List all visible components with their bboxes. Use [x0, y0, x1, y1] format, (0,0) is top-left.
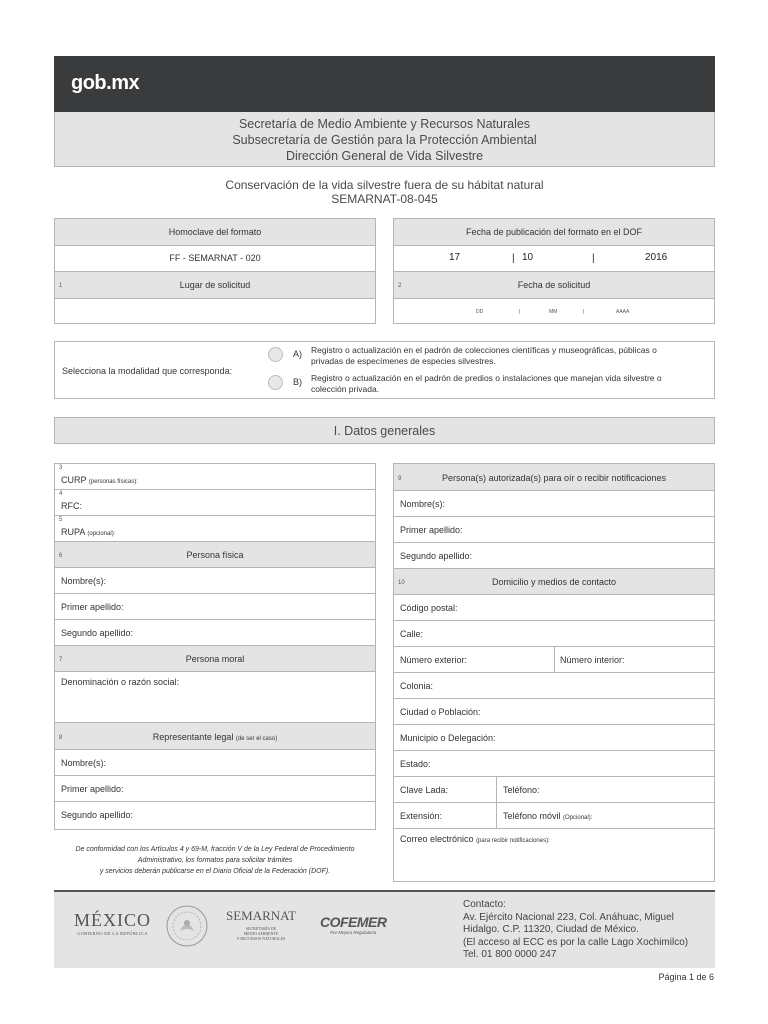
domicilio-label: Domicilio y medios de contacto	[491, 577, 617, 587]
curp-label: CURP	[61, 475, 87, 485]
extension-row	[394, 803, 714, 829]
telefono-movil-note: (Opcional):	[563, 815, 593, 821]
ciudad-label: Ciudad o Población:	[400, 707, 481, 717]
legal-note	[54, 844, 376, 877]
option-b-text-2: colección privada.	[311, 384, 380, 394]
legal-note-line-2: Administrativo, los formatos para solicitar trámites	[137, 857, 293, 864]
pa-nombre-field[interactable]	[394, 491, 714, 517]
correo-note: (para recibir notificaciones):	[476, 838, 550, 844]
field-number: 1	[59, 283, 63, 289]
numero-interior-label: Número interior:	[560, 655, 625, 665]
option-b-text-1: Registro o actualización en el padrón de predios o instalaciones que manejan vida silvestre o	[311, 373, 662, 383]
pub-day: 17	[449, 252, 461, 263]
date-separator: |	[512, 253, 515, 264]
fecha-publicacion-label: Fecha de publicación del formato en el DOF	[394, 219, 714, 246]
mexico-wordmark: MÉXICO	[74, 910, 151, 930]
persona-autorizada-header	[394, 464, 714, 491]
field-number: 2	[398, 283, 402, 289]
municipio-field[interactable]	[394, 725, 714, 751]
rupa-field[interactable]	[55, 516, 375, 542]
rfc-label: RFC:	[61, 501, 82, 511]
date-separator: |	[592, 253, 595, 264]
pa-segundo-apellido-label: Segundo apellido:	[400, 551, 473, 561]
organization-block	[54, 112, 715, 167]
national-seal-icon	[166, 905, 208, 947]
contact-block	[463, 899, 688, 962]
day-placeholder: DD	[476, 309, 484, 315]
field-number: 10	[398, 580, 405, 586]
modalidad-prompt: Selecciona la modalidad que corresponda:	[62, 366, 233, 376]
rl-segundo-apellido-field[interactable]	[55, 802, 375, 827]
rl-segundo-apellido-label: Segundo apellido:	[61, 810, 134, 820]
option-b-text	[311, 373, 662, 395]
option-a-letter: A)	[293, 349, 302, 359]
date-separator: |	[583, 309, 585, 315]
homoclave-box	[54, 218, 376, 324]
rl-nombre-field[interactable]	[55, 750, 375, 776]
calle-label: Calle:	[400, 629, 424, 639]
right-data-box	[393, 463, 715, 882]
legal-note-line-1: De conformidad con los Artículos 4 y 69-M, fracción V de la Ley Federal de Procedimiento	[75, 846, 355, 853]
ciudad-field[interactable]	[394, 699, 714, 725]
rl-nombre-label: Nombre(s):	[61, 758, 107, 768]
radio-option-b[interactable]	[268, 375, 283, 390]
fecha-publicacion-value	[394, 246, 714, 272]
month-placeholder: MM	[549, 309, 558, 315]
contact-address-2: Hidalgo. C.P. 11320, Ciudad de México.	[463, 924, 639, 935]
persona-fisica-header	[55, 542, 375, 568]
clave-lada-label: Clave Lada:	[400, 785, 449, 795]
pf-nombre-label: Nombre(s):	[61, 576, 107, 586]
mexico-subtitle: GOBIERNO DE LA REPÚBLICA	[77, 931, 148, 936]
radio-option-a[interactable]	[268, 347, 283, 362]
gobmx-header	[54, 56, 715, 112]
cofemer-subtitle: Por Mejora Regulatoria	[330, 930, 377, 935]
lugar-solicitud-label: Lugar de solicitud	[179, 280, 251, 290]
pa-nombre-label: Nombre(s):	[400, 499, 446, 509]
semarnat-logo	[226, 908, 296, 941]
org-line-3: Dirección General de Vida Silvestre	[285, 149, 484, 163]
cofemer-logo	[320, 914, 387, 935]
pf-nombre-field[interactable]	[55, 568, 375, 594]
pf-primer-apellido-field[interactable]	[55, 594, 375, 620]
correo-field[interactable]	[394, 829, 714, 880]
form-title	[54, 178, 715, 206]
lugar-solicitud-input[interactable]	[55, 299, 375, 323]
rupa-note: (opcional):	[87, 531, 116, 537]
fecha-solicitud-header	[394, 272, 714, 299]
fecha-solicitud-input[interactable]	[394, 299, 714, 323]
field-number: 3	[59, 465, 63, 471]
left-data-box	[54, 463, 376, 830]
contact-address-1: Av. Ejército Nacional 223, Col. Anáhuac, Miguel	[463, 911, 674, 923]
divider	[496, 777, 497, 802]
representante-legal-header	[55, 723, 375, 750]
pub-year: 2016	[645, 252, 668, 263]
persona-autorizada-label: Persona(s) autorizada(s) para oír o recibir notificaciones	[441, 473, 667, 483]
semarnat-sub-2: MEDIO AMBIENTE	[243, 931, 279, 936]
rfc-field[interactable]	[55, 490, 375, 516]
rupa-label: RUPA	[61, 527, 85, 537]
telefono-movil-label: Teléfono móvil	[503, 811, 561, 821]
curp-field[interactable]	[55, 464, 375, 490]
cofemer-wordmark: COFEMER	[320, 914, 387, 930]
numero-exterior-label: Número exterior:	[400, 655, 468, 665]
divider	[554, 647, 555, 672]
option-a-text	[311, 345, 657, 367]
contact-phone: Tel. 01 800 0000 247	[463, 949, 557, 960]
field-number: 8	[59, 735, 63, 741]
pa-primer-apellido-field[interactable]	[394, 517, 714, 543]
form-title-line-1: Conservación de la vida silvestre fuera de su hábitat natural	[225, 178, 544, 192]
contact-heading: Contacto:	[463, 899, 506, 910]
lugar-solicitud-header	[55, 272, 375, 299]
date-separator: |	[519, 309, 521, 315]
form-code: SEMARNAT-08-045	[331, 192, 438, 206]
pf-primer-apellido-label: Primer apellido:	[61, 602, 124, 612]
org-line-1: Secretaría de Medio Ambiente y Recursos Naturales	[238, 117, 531, 131]
persona-moral-label: Persona moral	[185, 654, 245, 664]
option-b-letter: B)	[293, 377, 302, 387]
field-number: 9	[398, 476, 402, 482]
pub-month: 10	[522, 252, 534, 263]
field-number: 5	[59, 517, 63, 523]
denominacion-label: Denominación o razón social:	[61, 677, 180, 687]
estado-field[interactable]	[394, 751, 714, 777]
correo-label: Correo electrónico	[400, 834, 474, 844]
codigo-postal-label: Código postal:	[400, 603, 458, 613]
page-number: Página 1 de 6	[658, 972, 714, 982]
colonia-field[interactable]	[394, 673, 714, 699]
option-a-text-1: Registro o actualización en el padrón de colecciones científicas y museográficas, públicas o	[311, 345, 657, 355]
codigo-postal-field[interactable]	[394, 595, 714, 621]
field-number: 4	[59, 491, 63, 497]
estado-label: Estado:	[400, 759, 431, 769]
curp-note: (personas físicas):	[88, 479, 138, 485]
field-number: 6	[59, 553, 63, 559]
divider	[496, 803, 497, 828]
year-placeholder: AAAA	[616, 309, 630, 315]
domicilio-header	[394, 569, 714, 595]
rl-primer-apellido-field[interactable]	[55, 776, 375, 802]
gobmx-logo: gob.mx	[71, 72, 140, 94]
persona-fisica-label: Persona física	[186, 550, 244, 560]
fecha-box	[393, 218, 715, 324]
colonia-label: Colonia:	[400, 681, 434, 691]
semarnat-sub-1: SECRETARÍA DE	[245, 926, 277, 931]
pa-segundo-apellido-field[interactable]	[394, 543, 714, 569]
homoclave-value: FF - SEMARNAT - 020	[55, 246, 375, 272]
field-number: 7	[59, 657, 63, 663]
option-a-text-2: privadas de especímenes de especies silvestres.	[311, 356, 496, 366]
modalidad-box	[54, 341, 715, 399]
extension-label: Extensión:	[400, 811, 443, 821]
pf-segundo-apellido-label: Segundo apellido:	[61, 628, 134, 638]
persona-moral-header	[55, 646, 375, 672]
org-line-2: Subsecretaría de Gestión para la Protección Ambiental	[232, 133, 537, 147]
legal-note-line-3: y servicios deberán publicarse en el Diario Oficial de la Federación (DOF).	[99, 868, 331, 875]
municipio-label: Municipio o Delegación:	[400, 733, 496, 743]
representante-legal-label: Representante legal	[152, 732, 234, 742]
contact-address-3: (El acceso al ECC es por la calle Lago Xochimilco)	[463, 936, 689, 948]
telefono-row	[394, 777, 714, 803]
telefono-label: Teléfono:	[503, 785, 540, 795]
semarnat-sub-3: Y RECURSOS NATURALES	[236, 936, 286, 941]
representante-legal-note: (de ser el caso)	[235, 736, 278, 742]
numero-row	[394, 647, 714, 673]
fecha-solicitud-label: Fecha de solicitud	[517, 280, 591, 290]
homoclave-label: Homoclave del formato	[55, 219, 375, 246]
rl-primer-apellido-label: Primer apellido:	[61, 784, 124, 794]
calle-field[interactable]	[394, 621, 714, 647]
semarnat-wordmark: SEMARNAT	[226, 908, 297, 923]
footer	[54, 890, 715, 968]
denominacion-field[interactable]	[55, 672, 375, 723]
pf-segundo-apellido-field[interactable]	[55, 620, 375, 646]
section-datos-generales: I. Datos generales	[54, 417, 715, 444]
pa-primer-apellido-label: Primer apellido:	[400, 525, 463, 535]
mexico-logo	[74, 910, 151, 936]
